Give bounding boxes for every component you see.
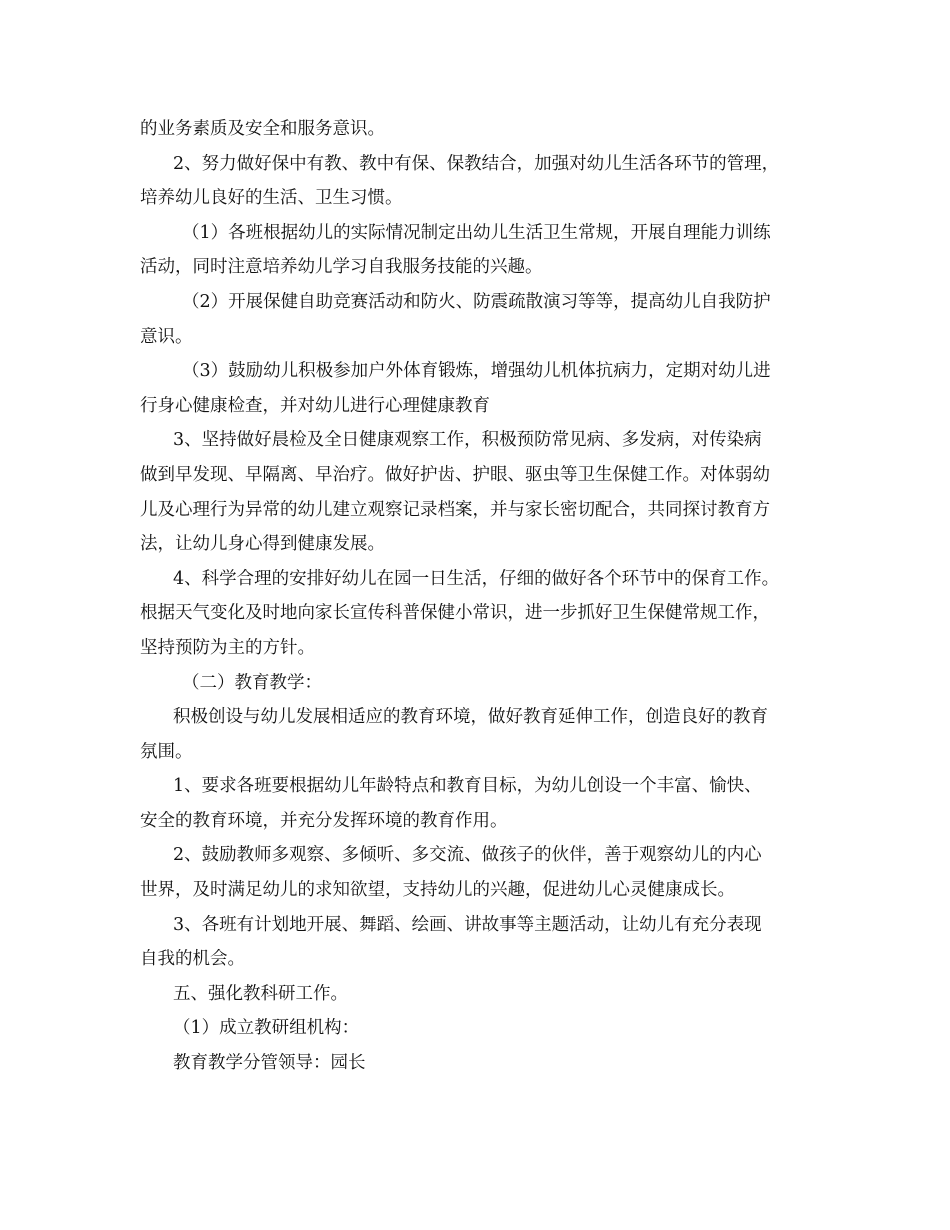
text-line: 2、鼓励教师多观察、多倾听、多交流、做孩子的伙伴，善于观察幼儿的内心 bbox=[173, 845, 762, 866]
section-heading: （二）教育教学： bbox=[182, 672, 322, 693]
text-line: 3、坚持做好晨检及全日健康观察工作，积极预防常见病、多发病，对传染病 bbox=[173, 430, 762, 451]
text-line: （3）鼓励幼儿积极参加户外体育锻炼，增强幼儿机体抗病力，定期对幼儿进 bbox=[182, 361, 771, 382]
text-line: 2、努力做好保中有教、教中有保、保教结合，加强对幼儿生活各环节的管理， bbox=[173, 153, 780, 174]
text-line: 做到早发现、早隔离、早治疗。做好护齿、护眼、驱虫等卫生保健工作。对体弱幼 bbox=[140, 464, 770, 485]
text-line: 意识。 bbox=[140, 326, 193, 347]
text-line: 自我的机会。 bbox=[140, 949, 245, 970]
text-line: 4、科学合理的安排好幼儿在园一日生活，仔细的做好各个环节中的保育工作。 bbox=[173, 568, 780, 589]
text-line: 安全的教育环境，并充分发挥环境的教育作用。 bbox=[140, 810, 508, 831]
text-line: （1）成立教研组机构： bbox=[173, 1018, 360, 1039]
text-line: 坚持预防为主的方针。 bbox=[140, 637, 315, 658]
text-line: 氛围。 bbox=[140, 741, 193, 762]
text-line: 儿及心理行为异常的幼儿建立观察记录档案，并与家长密切配合，共同探讨教育方 bbox=[140, 499, 770, 520]
text-line: 积极创设与幼儿发展相适应的教育环境，做好教育延伸工作，创造良好的教育 bbox=[173, 707, 768, 728]
text-line: 的业务素质及安全和服务意识。 bbox=[140, 119, 385, 139]
document-body bbox=[140, 112, 820, 1081]
text-line: 行身心健康检查，并对幼儿进行心理健康教育 bbox=[140, 395, 490, 416]
text-line: （2）开展保健自助竞赛活动和防火、防震疏散演习等等，提高幼儿自我防护 bbox=[182, 291, 771, 312]
text-line: 培养幼儿良好的生活、卫生习惯。 bbox=[140, 188, 403, 209]
text-line: 法，让幼儿身心得到健康发展。 bbox=[140, 534, 385, 555]
text-line: 活动，同时注意培养幼儿学习自我服务技能的兴趣。 bbox=[140, 257, 543, 278]
text-line: （1）各班根据幼儿的实际情况制定出幼儿生活卫生常规，开展自理能力训练 bbox=[182, 222, 771, 243]
text-line: 教育教学分管领导：园长 bbox=[173, 1053, 366, 1074]
text-line: 1、要求各班要根据幼儿年龄特点和教育目标，为幼儿创设一个丰富、愉快、 bbox=[173, 776, 762, 797]
text-line: 世界，及时满足幼儿的求知欲望，支持幼儿的兴趣，促进幼儿心灵健康成长。 bbox=[140, 880, 735, 901]
text-line: 3、各班有计划地开展、舞蹈、绘画、讲故事等主题活动，让幼儿有充分表现 bbox=[173, 914, 762, 935]
text-line: 根据天气变化及时地向家长宣传科普保健小常识，进一步抓好卫生保健常规工作， bbox=[140, 603, 770, 624]
section-heading: 五、强化教科研工作。 bbox=[173, 983, 348, 1004]
